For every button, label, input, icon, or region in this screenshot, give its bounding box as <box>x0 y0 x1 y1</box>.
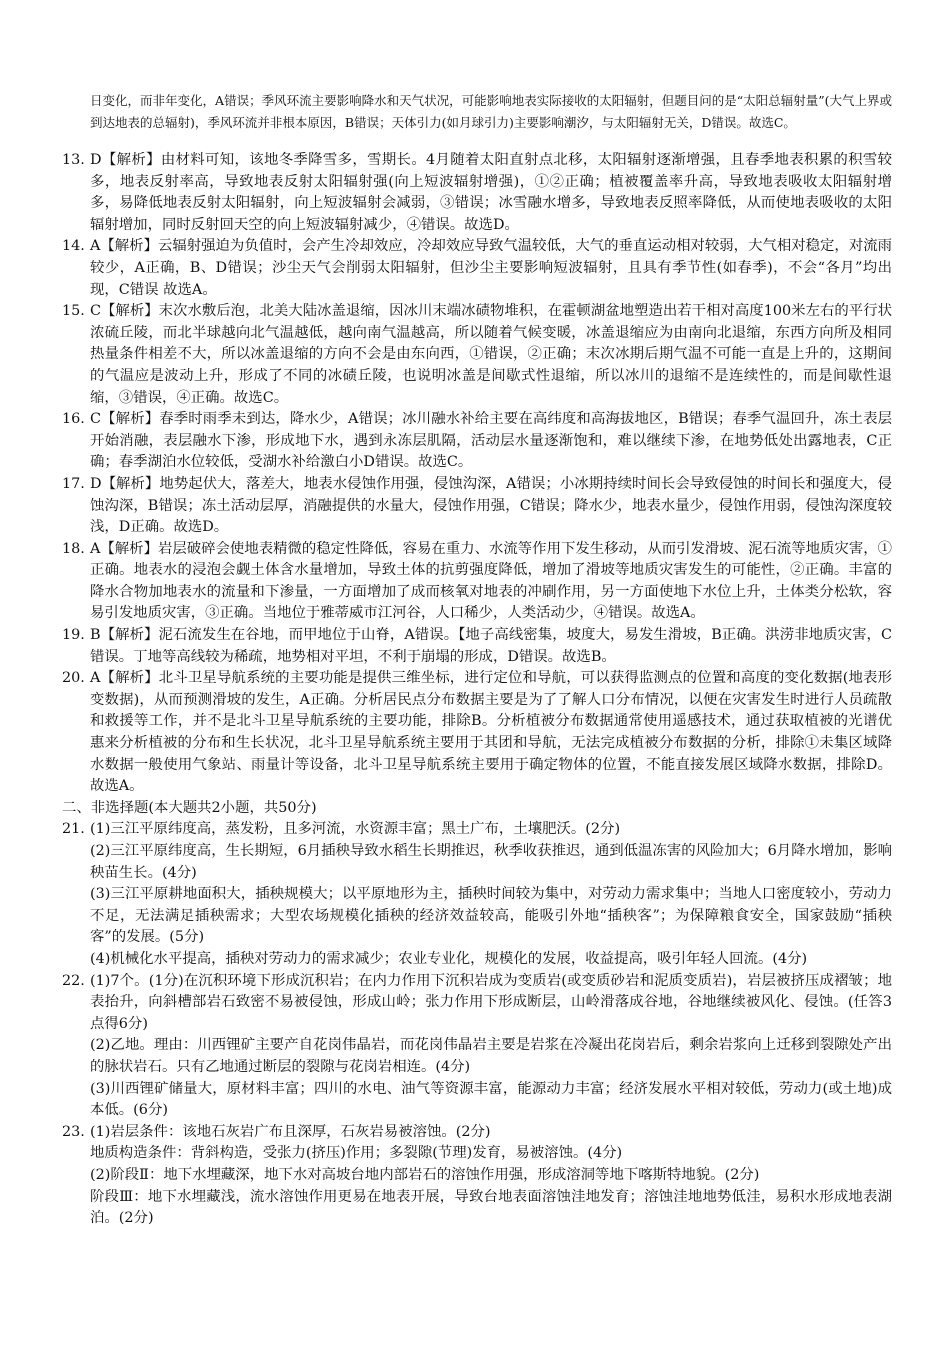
answer-17 <box>62 474 892 539</box>
answer-text: D【解析】由材料可知，该地冬季降雪多，雪期长。4月随着太阳直射点北移，太阳辐射逐渐增强，且春季地表积累的积雪较多，地表反射率高，导致地表反射太阳辐射强(向上短波辐射增强)，①②正确；植被覆盖率升高，导致地表吸收太阳辐射增多，易降低地表反射太阳辐射，向上短波辐射会减弱，③错误；冰雪融水增多，导致地表反照率降低，从而使地表吸收的太阳辐射增加，同时反射回天空的向上短波辐射减少，④错误。故选D。 <box>90 152 892 233</box>
essay-part: (3)三江平原耕地面积大，插秧规模大；以平原地形为主，插秧时间较为集中，对劳动力需求集中；当地人口密度较小，劳动力不足，无法满足插秧需求；大型农场规模化插秧的经济效益较高，能吸引外地“插秧客”；为保障粮食安全，国家鼓励“插秧客”的发展。(5分) <box>90 886 892 946</box>
essay-part: (2)三江平原纬度高，生长期短，6月插秧导致水稻生长期推迟，秋季收获推迟，通到低温冻害的风险加大；6月降水增加，影响秧苗生长。(4分) <box>90 843 892 881</box>
essay-part: (1)三江平原纬度高，蒸发粉，且多河流，水资源丰富；黑土广布，土壤肥沃。(2分) <box>90 821 621 838</box>
essay-part: (1)岩层条件：该地石灰岩广布且深厚，石灰岩易被溶蚀。(2分) <box>90 1123 491 1140</box>
answer-text: A【解析】岩层破碎会使地表精微的稳定性降低，容易在重力、水流等作用下发生移动，从而引发滑坡、泥石流等地质灾害，①正确。地表水的浸泡会觑土体含水量增加，导致土体的抗剪强度降低，增加了滑坡等地质灾害发生的可能性，②正确。丰富的降水合物加地表水的流量和下渗量，一方面增加了成而核氧对地表的冲刷作用，另一方面使地下水位上升，土体类分松软，容易引发地质灾害，③正确。当地位于雅蒂威市江河谷，人口稀少，人类活动少，④错误。故选A。 <box>90 540 892 622</box>
answer-number: 13. <box>62 152 85 168</box>
essay-part: 地质构造条件：背斜构造，受张力(挤压)作用；多裂隙(节理)发育，易被溶蚀。(4分) <box>90 1145 623 1162</box>
answer-number: 19. <box>62 627 85 644</box>
answer-number: 18. <box>62 540 85 557</box>
answer-number: 14. <box>62 238 85 255</box>
essay-number: 22. <box>62 972 85 989</box>
essay-number: 21. <box>62 821 85 838</box>
answer-number: 20. <box>62 670 85 687</box>
answer-number: 15. <box>62 303 85 320</box>
answer-text: B【解析】泥石流发生在谷地，而甲地位于山脊，A错误。【地子高线密集，坡度大，易发生滑坡，B正确。洪涝非地质灾害，C错误。丁地等高线较为稀疏，地势相对平坦，不利于崩塌的形成，D错误。故选B。 <box>90 627 892 665</box>
answer-text: D【解析】地势起伏大，落差大，地表水侵蚀作用强，侵蚀沟深，A错误；小冰期持续时间长会导致侵蚀的时间长和强度大，侵蚀沟深，B错误；冻土活动层厚，消融提供的水量大，侵蚀作用强，C错误；降水少，地表水量少，侵蚀作用弱，侵蚀沟深度较浅，D正确。故选D。 <box>90 475 892 536</box>
section-title: 二、非选择题(本大题共2小题，共50分) <box>62 799 317 816</box>
answer-19 <box>62 625 892 668</box>
answer-number: 17. <box>62 475 85 492</box>
answer-16 <box>62 409 892 474</box>
essay-part: (3)川西锂矿储量大，原材料丰富；四川的水电、油气等资源丰富，能源动力丰富；经济发展水平相对较低，劳动力(或土地)成本低。(6分) <box>90 1080 892 1119</box>
answer-number: 16. <box>62 411 85 428</box>
essay-part: (2)阶段Ⅱ：地下水埋藏深，地下水对高坡台地内部岩石的溶蚀作用强，形成溶洞等地下喀斯特地貌。(2分) <box>90 1166 760 1183</box>
answer-text: C【解析】末次水敷后泡，北美大陆冰盖退缩，因冰川末端冰碛物堆积，在霍顿湖盆地塑造出若干相对高度100米左右的平行状浓硫丘陵，而北半球越向北气温越低，越向南气温越高，所以随着气候变暖，冰盖退缩应为由南向北退缩，东西方向所及相同热量条件相差不大，所以冰盖退缩的方向不会是由东向西，①错误，②正确；末次冰期后期气温不可能一直是上升的，这期间的气温应是波动上升，形成了不同的冰碛丘陵，也说明冰盖是间歇式性退缩，所以冰川的退缩不是连续性的，而是间歇性退缩，③错误，④正确。故选C。 <box>90 303 892 406</box>
answer-20 <box>62 668 892 798</box>
essay-part: (4)机械化水平提高，插秧对劳动力的需求减少；农业专业化，规模化的发展，收益提高，吸引年轻人回流。(4分) <box>90 950 808 967</box>
answer-18 <box>62 539 892 625</box>
answer-text: A【解析】北斗卫星导航系统的主要功能是提供三维坐标，进行定位和导航，可以获得监测点的位置和高度的变化数据(地表形变数据)，从而预测滑坡的发生，A正确。分析居民点分布数据主要是为了了解人口分布情况，以便在灾害发生时进行人员疏散和救援等工作，并不是北斗卫星导航系统的主要功能，排除B。分析植被分布数据通常使用遥感技术，通过获取植被的光谱优惠来分析植被的分布和生长状况，北斗卫星导航系统主要用于其团和导航，无法完成植被分布数据的分析，排除①未集区域降水数据一般使用气象站、雨量计等设备，北斗卫星导航系统主要用于确定物体的位置，不能直接发展区域降水数据，排除D。故选A。 <box>90 670 892 795</box>
essay-21 <box>62 819 892 970</box>
essay-part: (2)乙地。理由：川西锂矿主要产自花岗伟晶岩，而花岗伟晶岩主要是岩浆在冷凝出花岗岩后，剩余岩浆向上迁移到裂隙处产出的脉状岩石。只有乙地通过断层的裂隙与花岗岩相连。(4分) <box>90 1037 892 1075</box>
answer-text: A【解析】云辐射强迫为负值时，会产生冷却效应，冷却效应导致气温较低，大气的垂直运动相对较弱，大气相对稳定，对流雨较少，A正确，B、D错误；沙尘天气会削弱太阳辐射，但沙尘主要影响短波辐射，且具有季节性(如春季)，不会“各月”均出现，C错误 故选A。 <box>90 238 892 298</box>
intro-text: 日变化，而非年变化，A错误；季风环流主要影响降水和天气状况，可能影响地表实际接收的太阳辐射，但题目问的是“太阳总辐射量”(大气上界或到达地表的总辐射)，季风环流并非根本原因，B错误；天体引力(如月球引力)主要影响潮汐，与太阳辐射无关，D错误。故选C。 <box>90 93 892 130</box>
essay-23 <box>62 1122 892 1230</box>
answer-14 <box>62 236 892 301</box>
essay-part: (1)7个。(1分)在沉积环境下形成沉积岩；在内力作用下沉积岩成为变质岩(或变质砂岩和泥质变质岩)，岩层被挤压成褶皱；地表抬升，向斜槽部岩石致密不易被侵蚀，形成山岭；张力作用下形成断层，山岭滑落成谷地，谷地继续被风化、侵蚀。(任答3点得6分) <box>90 972 892 1032</box>
essay-number: 23. <box>62 1123 85 1140</box>
essay-part: 阶段Ⅲ：地下水埋藏浅，流水溶蚀作用更易在地表开展，导致台地表面溶蚀洼地发育；溶蚀洼地地势低洼，易积水形成地表湖泊。(2分) <box>90 1188 892 1227</box>
answer-13 <box>62 150 892 236</box>
answer-text: C【解析】春季时雨季未到达，降水少，A错误；冰川融水补给主要在高纬度和高海拔地区，B错误；春季气温回升，冻土表层开始消融，表层融水下渗，形成地下水，遇到永冻层肌隔，活动层水量逐渐饱和，难以继续下渗，在地势低处出露地表，C正确；春季湖泊水位较低，受湖水补给激白小D错误。故选C。 <box>90 411 892 471</box>
essay-22 <box>62 971 892 1122</box>
answer-15 <box>62 301 892 409</box>
